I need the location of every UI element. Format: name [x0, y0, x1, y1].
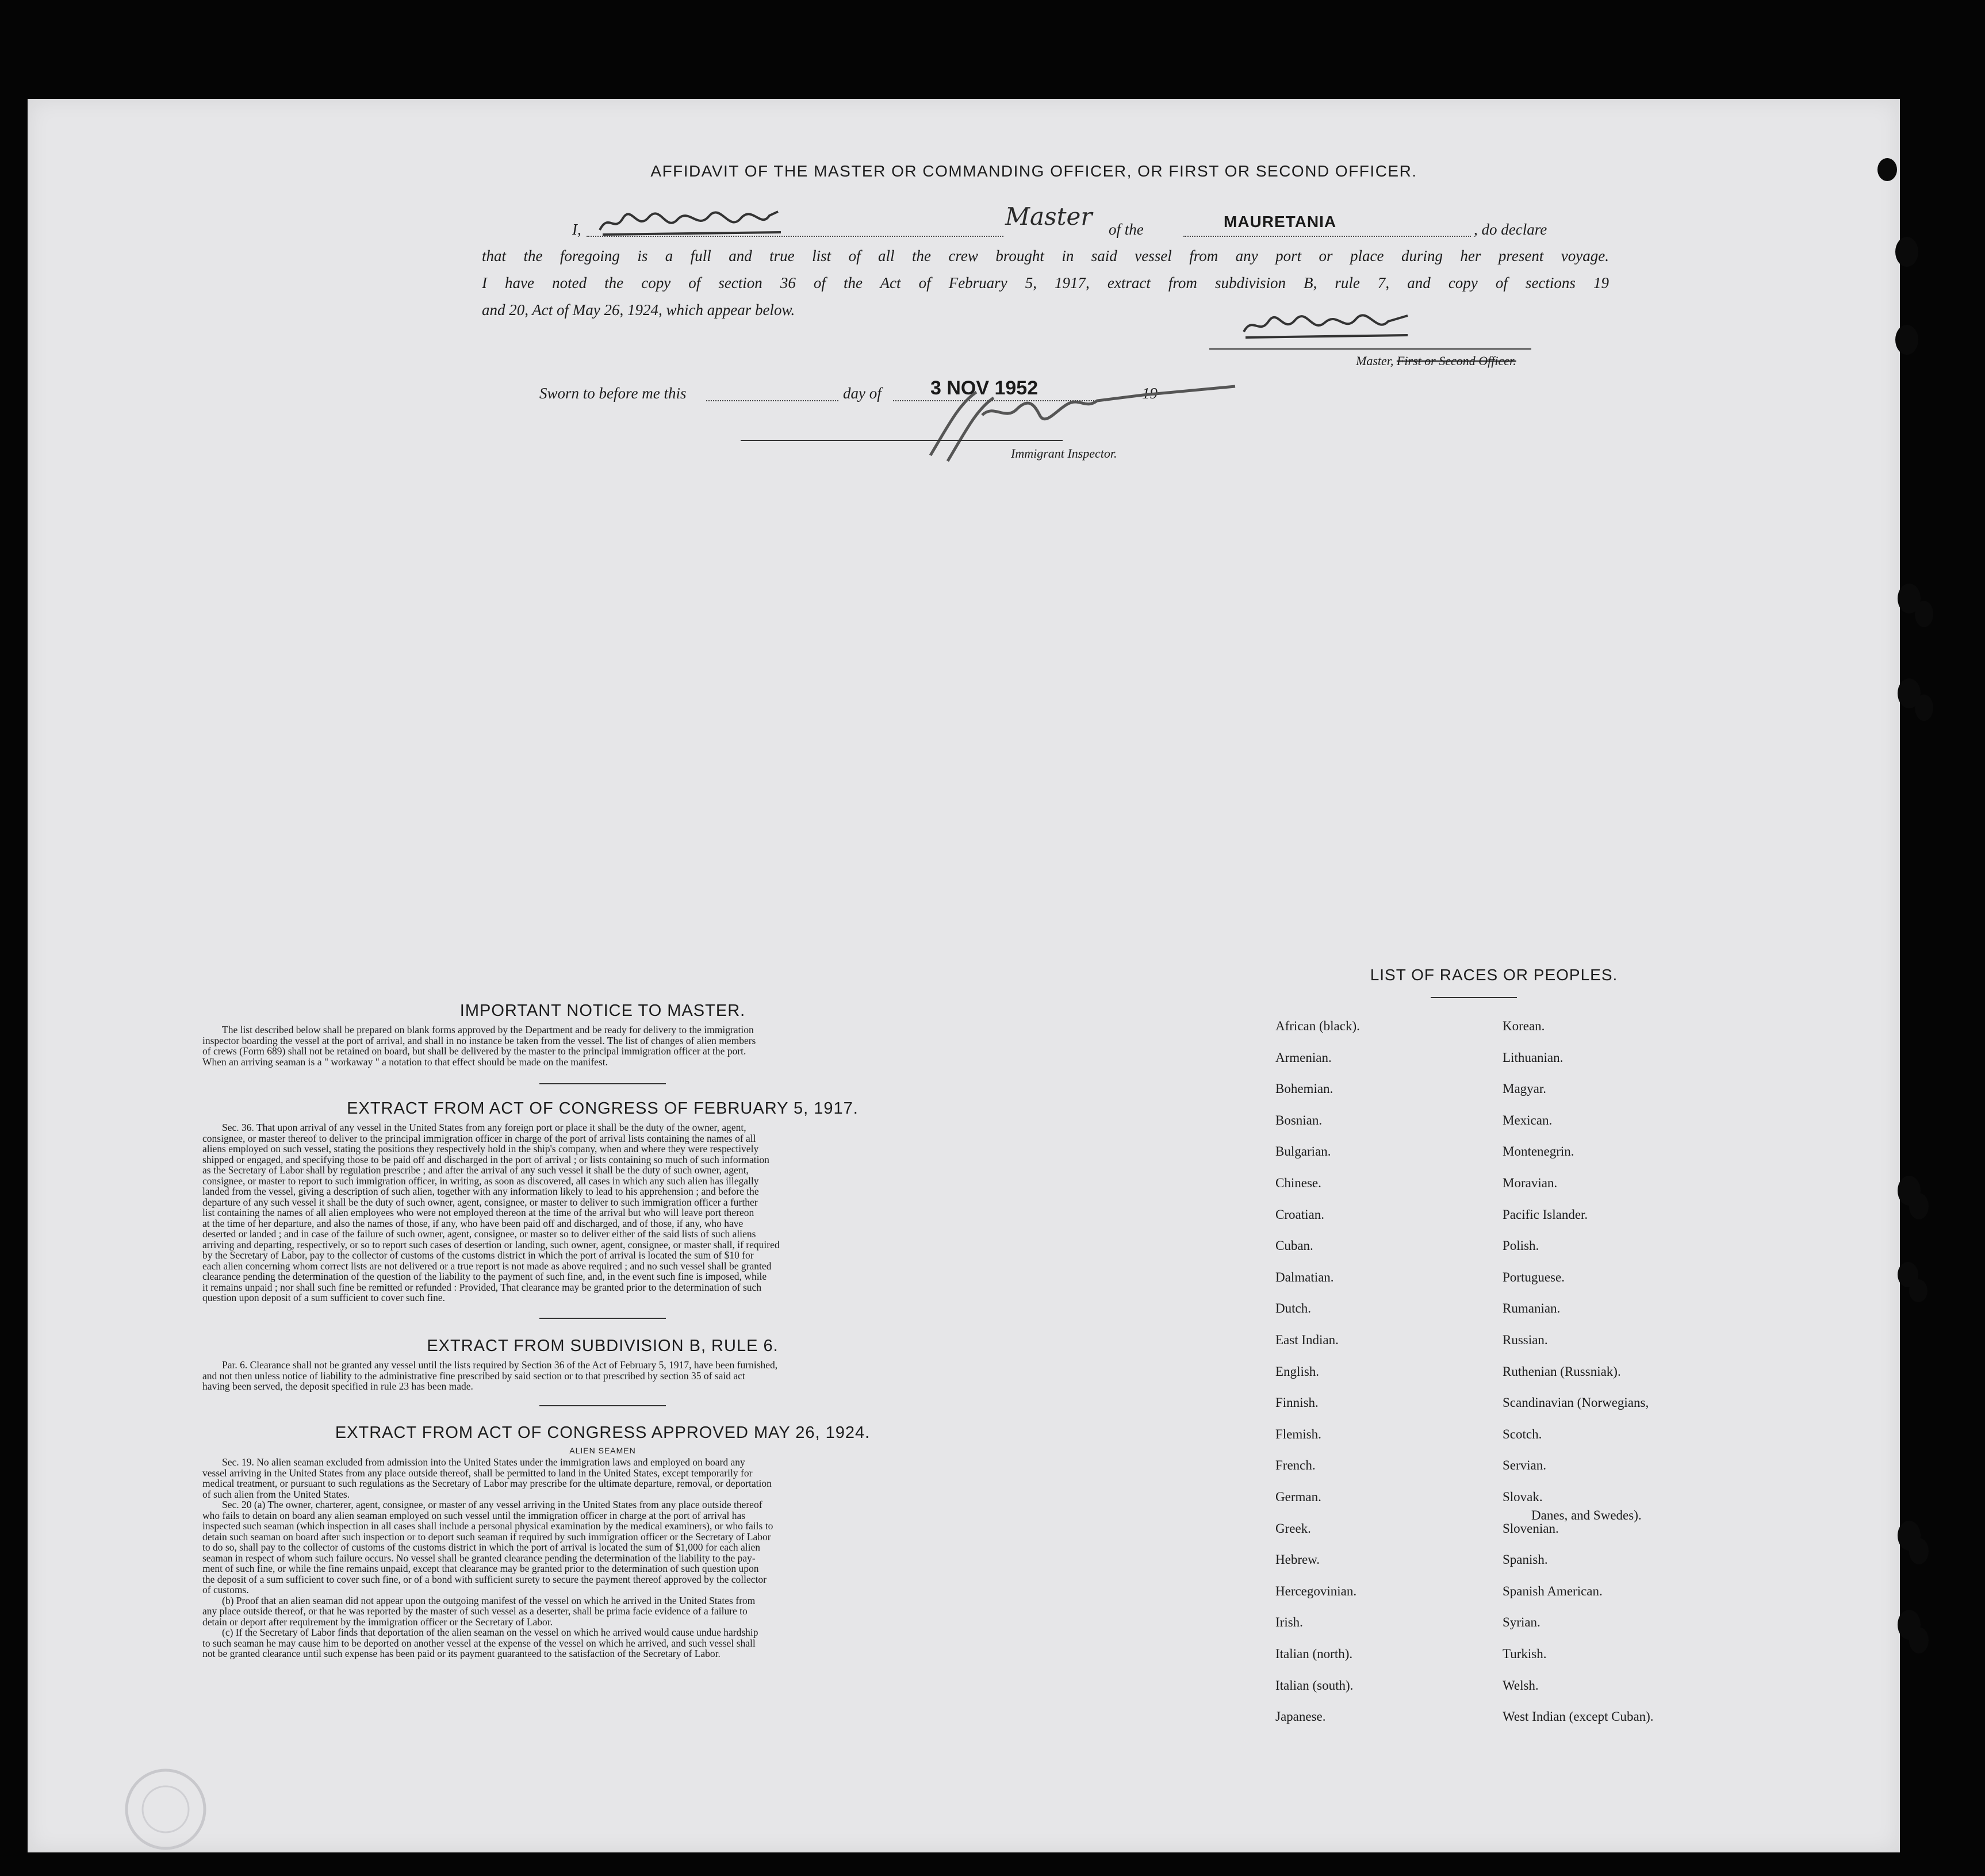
- race-item: Greek.: [1275, 1521, 1311, 1536]
- sworn-day-blank: [706, 384, 838, 401]
- race-item: Russian.: [1503, 1333, 1548, 1347]
- extract-rule6-title: EXTRACT FROM SUBDIVISION B, RULE 6.: [427, 1337, 779, 1355]
- extract-1917-line: as the Secretary of Labor shall by regulation prescribe ; and after the arrival of any such vessel it shall be the duty of such owner, agent,: [202, 1164, 749, 1176]
- race-item: Slovak.: [1503, 1490, 1543, 1504]
- race-item: Bohemian.: [1275, 1081, 1333, 1096]
- extract-1917-line: shipped or engaged, and specifying those to be paid off and discharged in the port of arrival ; or lists containing so much of such information: [202, 1153, 769, 1165]
- extract-1924-line: (c) If the Secretary of Labor finds that deportation of the alien seaman on the vessel on which he arrived would cause undue hardship: [222, 1626, 758, 1638]
- race-item: Mexican.: [1503, 1112, 1553, 1127]
- race-item: Italian (south).: [1275, 1678, 1354, 1693]
- notice-title: IMPORTANT NOTICE TO MASTER.: [459, 1002, 746, 1020]
- extract-1924-line: of customs.: [202, 1584, 249, 1595]
- binder-hole: [1895, 325, 1918, 355]
- signature-caption: [1356, 354, 1516, 369]
- extract-1917-text: [202, 1122, 1002, 1303]
- race-item: English.: [1275, 1364, 1320, 1379]
- race-item: Korean.: [1503, 1019, 1545, 1033]
- race-item: Slovenian.: [1503, 1521, 1559, 1536]
- race-item: Syrian.: [1503, 1615, 1541, 1630]
- extract-1924-line: (b) Proof that an alien seaman did not appear upon the outgoing manifest of the vessel on which he arrived in the United States from: [222, 1594, 756, 1606]
- race-item: Turkish.: [1503, 1647, 1547, 1661]
- extract-1917-line: aliens employed on such vessel, stating the positions they respectively hold in the ship's company, when and where they were respectively: [202, 1143, 759, 1154]
- extract-1924-line: detain such seaman on board after such inspection or to deport such seaman if required by such immigration officer or the Secretary of Labor: [202, 1530, 771, 1543]
- master-signature-line: [1209, 348, 1531, 350]
- binder-hole: [1909, 1279, 1927, 1302]
- race-item: East Indian.: [1275, 1333, 1339, 1347]
- binder-hole: [1909, 1627, 1929, 1654]
- extract-1924-line: to such seaman he may cause him to be deported on another vessel at the expense of the vessel on which he arrived, and such vessel shall: [202, 1637, 756, 1649]
- master-signature: [1241, 309, 1413, 343]
- sworn-prefix: Sworn to before me this: [539, 385, 687, 402]
- extract-1924-line: vessel arriving in the United States from any place outside thereof, shall be permitted to land in the United States, except temporarily for: [202, 1467, 753, 1479]
- extract-rule6-line: having been served, the deposit specified in rule 23 has been made.: [202, 1380, 473, 1392]
- race-item: Rumanian.: [1503, 1301, 1561, 1316]
- extract-1924-line: seaman in respect of whom such failure occurs. No vessel shall be granted clearance pending the determination of the liability to the pay-: [202, 1552, 756, 1564]
- extract-1924-subtitle: ALIEN SEAMEN: [569, 1446, 636, 1455]
- binder-hole: [1915, 695, 1933, 721]
- extract-1924-line: who fails to detain on board any alien seaman employed on such vessel until the immigration officer in charge at the port of arrival has: [202, 1509, 746, 1521]
- race-item: Irish.: [1275, 1615, 1303, 1630]
- race-item: Croatian.: [1275, 1207, 1324, 1222]
- notice-line: When an arriving seaman is a " workaway " a notation to that effect should be made on the manifest.: [202, 1056, 608, 1068]
- extract-1917-line: list containing the names of all alien employees who were not employed thereon at the time of the arrival but who will leave port thereon: [202, 1207, 754, 1218]
- extract-1924-line: not be granted clearance until such expense has been paid or its payment guaranteed to the satisfaction of the Secretary of Labor.: [202, 1648, 721, 1659]
- declare-label: , do declare: [1474, 221, 1547, 238]
- race-item: German.: [1275, 1490, 1321, 1504]
- notice-line: inspector boarding the vessel at the port of arrival, and shall in no instance be taken from the vessel. The list of changes of alien members: [202, 1034, 756, 1046]
- race-item: Hebrew.: [1275, 1552, 1320, 1567]
- races-title: LIST OF RACES OR PEOPLES.: [1370, 966, 1618, 984]
- inspector-signature-line: [741, 440, 1063, 441]
- notice-line: The list described below shall be prepared on blank forms approved by the Department and be ready for delivery to the immigration: [222, 1024, 754, 1035]
- date-stamp: 3 NOV 1952: [930, 377, 1039, 399]
- extract-1924-line: inspected such seaman (which inspection in all cases shall include a personal physical examination by the medical examiners), or who fails to: [202, 1520, 773, 1532]
- race-item: Spanish.: [1503, 1552, 1548, 1567]
- extract-1917-line: Sec. 36. That upon arrival of any vessel in the United States from any foreign port or place it shall be the duty of the owner, agent,: [222, 1122, 746, 1133]
- extract-1917-line: each alien concerning whom correct lists are not delivered or a true report is not made as above required ; and no such vessel shall be granted: [202, 1260, 772, 1272]
- extract-1924-line: medical treatment, or pursuant to such regulations as the Secretary of Labor may prescribe for the ultimate departure, removal, or deportation: [202, 1478, 772, 1489]
- handwritten-master: Master: [1005, 202, 1093, 231]
- race-item: Ruthenian (Russniak).: [1503, 1364, 1621, 1379]
- notice-line: of crews (Form 689) shall not be retained on board, but shall be delivered by the master to the principal immigration officer at the port.: [202, 1045, 746, 1057]
- race-item: Dalmatian.: [1275, 1269, 1334, 1284]
- caption-struck-officer: First or Second Officer.: [1396, 354, 1516, 368]
- race-item: Portuguese.: [1503, 1269, 1565, 1284]
- race-item: Montenegrin.: [1503, 1144, 1574, 1159]
- race-item: Lithuanian.: [1503, 1050, 1564, 1065]
- race-item: Spanish American.: [1503, 1583, 1603, 1598]
- race-item: Bulgarian.: [1275, 1144, 1331, 1159]
- faint-seal: [114, 1766, 217, 1852]
- race-item: Scandinavian (Norwegians,: [1503, 1395, 1649, 1410]
- extract-rule6-line: Par. 6. Clearance shall not be granted any vessel until the lists required by Section 36 of the Act of February 5, 1917, have been furnished,: [222, 1359, 778, 1371]
- race-item: Moravian.: [1503, 1176, 1558, 1190]
- race-item: Scotch.: [1503, 1426, 1542, 1441]
- affidavit-line-3: I have noted the copy of section 36 of the Act of February 5, 1917, extract from subdivision B, rule 7, and copy of sections 19: [482, 274, 1609, 291]
- extract-1924-line: of such alien from the United States.: [202, 1488, 350, 1500]
- extract-1917-line: landed from the vessel, giving a description of such alien, together with any information likely to lead to his apprehension ; and before the: [202, 1186, 759, 1197]
- race-item: Japanese.: [1275, 1709, 1326, 1724]
- binder-hole: [1909, 1193, 1929, 1219]
- race-item: Armenian.: [1275, 1050, 1332, 1065]
- binder-hole: [1915, 601, 1933, 627]
- race-item: Welsh.: [1503, 1678, 1539, 1693]
- extract-1917-line: departure of any such vessel it shall be the duty of such owner, agent, consignee, or master to deliver to such immigration officer a further: [202, 1196, 758, 1208]
- race-item: Finnish.: [1275, 1395, 1319, 1410]
- extract-1924-title: EXTRACT FROM ACT OF CONGRESS APPROVED MAY 26, 1924.: [335, 1424, 871, 1442]
- extract-1924-line: to do so, shall pay to the collector of customs of the customs district in which the port of arrival is located the sum of $1,000 for each alien: [202, 1541, 761, 1553]
- section-divider: [539, 1083, 666, 1084]
- handwritten-name-signature: [597, 207, 787, 241]
- affidavit-line-4: and 20, Act of May 26, 1924, which appear below.: [482, 301, 795, 319]
- extract-1924-text: [202, 1457, 1002, 1659]
- extract-rule6-line: and not then unless notice of liability to the administrative fine prescribed by said section or to that prescribed by section 35 of said act: [202, 1369, 745, 1382]
- sworn-day-of: day of: [843, 385, 882, 402]
- inspector-caption: Immigrant Inspector.: [1011, 446, 1117, 461]
- extract-1917-line: clearance pending the determination of the question of the liability to the payment of such fine, and, in the event such fine is imposed, while: [202, 1271, 767, 1282]
- race-item: Servian.: [1503, 1458, 1547, 1473]
- race-item: Hercegovinian.: [1275, 1583, 1357, 1598]
- binder-hole: [1895, 237, 1918, 267]
- race-item: Cuban.: [1275, 1238, 1313, 1253]
- extract-1917-line: it remains unpaid ; nor shall such fine be remitted or refunded : Provided, That clearance may be granted prior to the determination of such: [202, 1281, 762, 1293]
- race-item: Bosnian.: [1275, 1112, 1323, 1127]
- extract-1917-title: EXTRACT FROM ACT OF CONGRESS OF FEBRUARY 5, 1917.: [347, 1099, 859, 1118]
- caption-master: Master,: [1356, 354, 1394, 368]
- extract-1924-line: any place outside thereof, or that he was reported by the master of such vessel as a deserter, shall be prima facie evidence of a failure to: [202, 1605, 748, 1617]
- extract-1917-line: deserted or landed ; and in case of the failure of such owner, agent, consignee, or master so to deliver either of the said lists of such aliens: [202, 1228, 756, 1240]
- binder-hole: [1877, 158, 1897, 181]
- affidavit-line-2: that the foregoing is a full and true list of all the crew brought in said vessel from any port or place during her present voyage.: [482, 247, 1609, 264]
- race-item: Magyar.: [1503, 1081, 1547, 1096]
- race-item: West Indian (except Cuban).: [1503, 1709, 1654, 1724]
- race-item: Chinese.: [1275, 1176, 1321, 1190]
- extract-1917-line: at the time of her departure, and also the names of those, if any, who have been paid off and discharged, and of those, if any, who have: [202, 1217, 744, 1229]
- extract-1917-line: consignee, or master to report to such immigration officer, in writing, as soon as discovered, all cases in which any such alien has illegally: [202, 1175, 759, 1187]
- race-item: French.: [1275, 1458, 1316, 1473]
- race-item-continued: Danes, and Swedes).: [1531, 1508, 1642, 1522]
- race-item: Flemish.: [1275, 1426, 1321, 1441]
- extract-rule6-text: [202, 1360, 1002, 1392]
- affidavit-title: AFFIDAVIT OF THE MASTER OR COMMANDING OFFICER, OR FIRST OR SECOND OFFICER.: [650, 162, 1417, 180]
- extract-1924-line: the deposit of a sum sufficient to cover such fine, or of a bond with sufficient surety to secure the payment thereof approved by the collector: [202, 1573, 767, 1585]
- binder-hole: [1909, 1538, 1929, 1564]
- race-item: Polish.: [1503, 1238, 1539, 1253]
- extract-1924-line: detain or deport after requirement by the immigration officer or the Secretary of Labor.: [202, 1616, 553, 1628]
- of-the-label: of the: [1109, 221, 1144, 238]
- race-item: Dutch.: [1275, 1301, 1311, 1316]
- notice-text: [202, 1025, 1002, 1067]
- race-item: Italian (north).: [1275, 1647, 1353, 1661]
- extract-1924-line: Sec. 20 (a) The owner, charterer, agent, consignee, or master of any vessel arriving in the United States from any place outside thereof: [222, 1499, 762, 1510]
- extract-1924-line: ment of such fine, or while the fine remains unpaid, except that clearance may be granted prior to the determination of such question upon: [202, 1563, 759, 1574]
- extract-1917-line: by the Secretary of Labor, pay to the collector of customs of the customs district in which the port of arrival is located the sum of $10 for: [202, 1249, 754, 1261]
- document-page: [28, 99, 1900, 1852]
- extract-1917-line: question upon deposit of a sum sufficient to cover such fine.: [202, 1292, 446, 1303]
- races-title-underline: [1431, 997, 1517, 998]
- section-divider: [539, 1405, 666, 1406]
- affidavit-i-label: I,: [572, 221, 581, 238]
- extract-1924-line: Sec. 19. No alien seaman excluded from admission into the United States under the immigration laws and employed on board any: [222, 1456, 745, 1468]
- race-item: Pacific Islander.: [1503, 1207, 1588, 1222]
- vessel-name: MAURETANIA: [1224, 213, 1337, 231]
- extract-1917-line: consignee, or master thereof to deliver to the principal immigration officer in charge of the port of arrival lists containing the names of all: [202, 1132, 756, 1144]
- race-item: African (black).: [1275, 1019, 1360, 1033]
- extract-1917-line: arriving and departing, respectively, or so to report such cases of desertion or landing, such owner, agent, consignee, or master shall, if required: [202, 1238, 780, 1250]
- sworn-year-prefix: 19: [1142, 385, 1158, 402]
- section-divider: [539, 1318, 666, 1319]
